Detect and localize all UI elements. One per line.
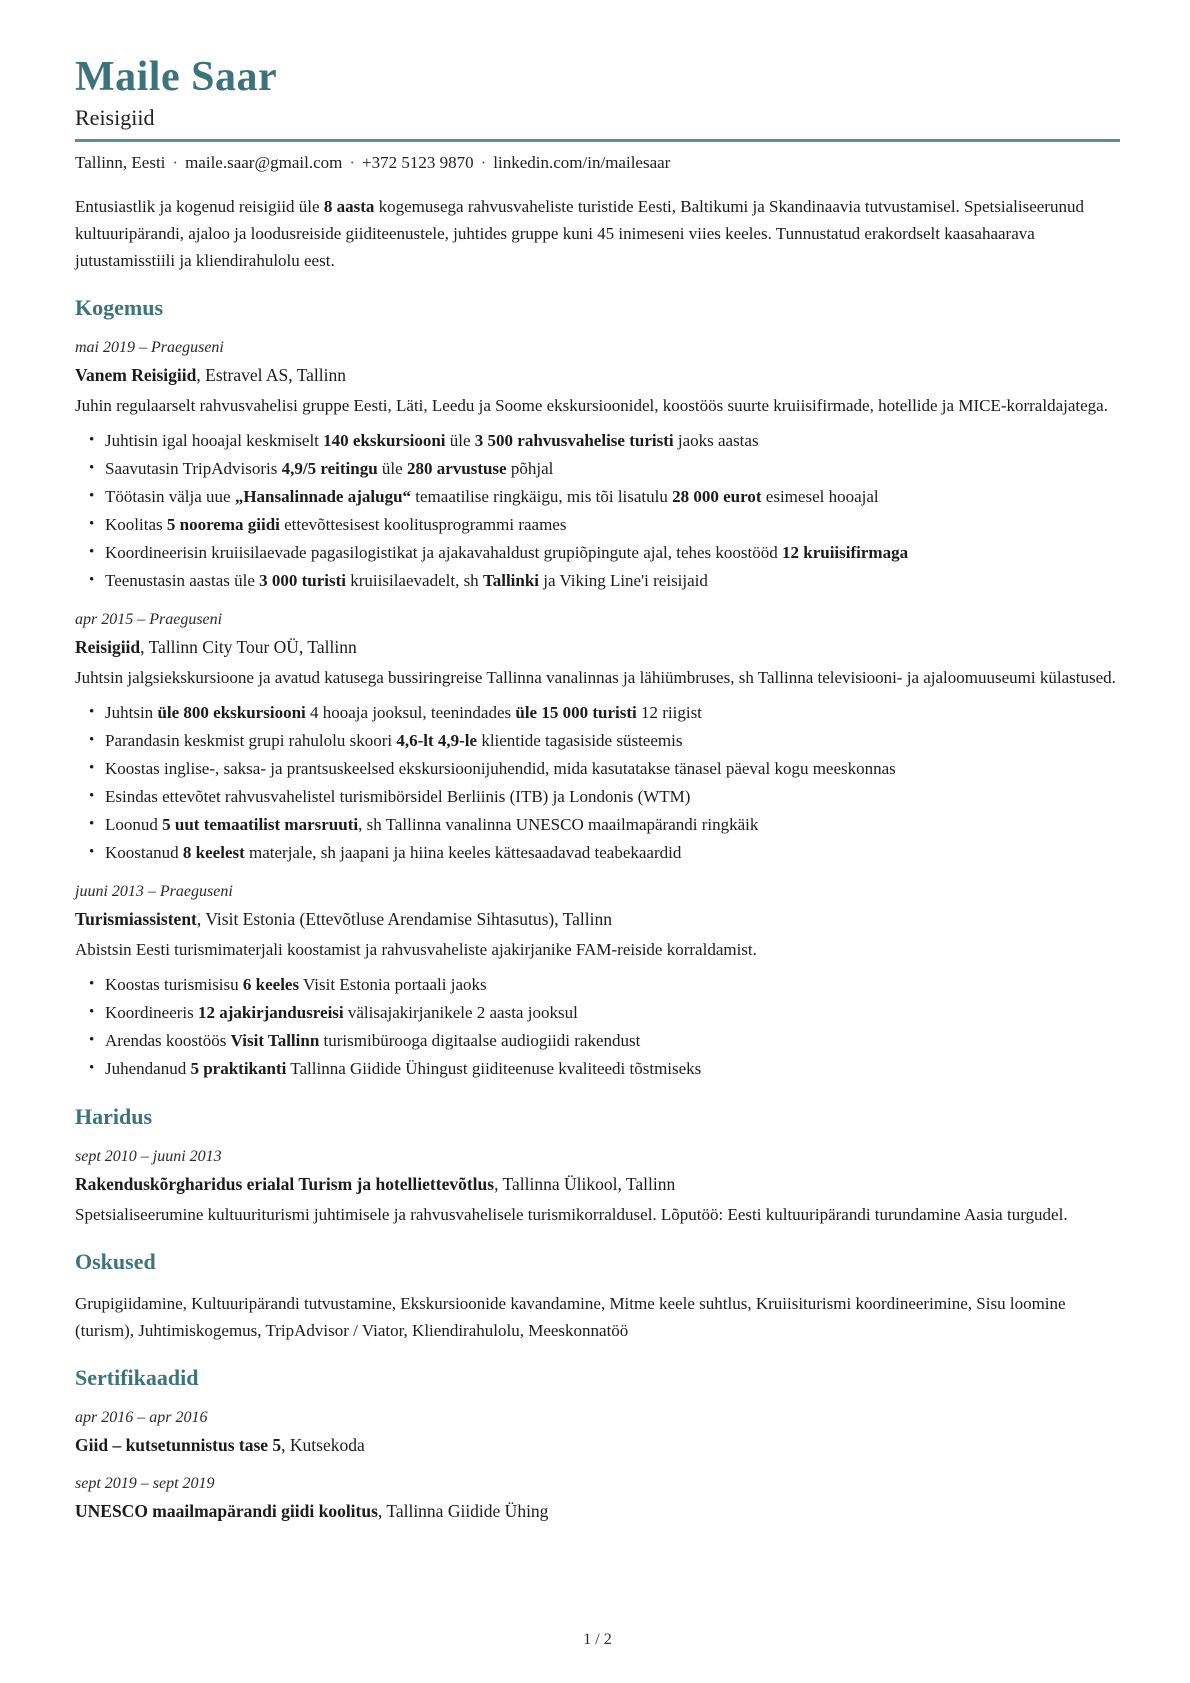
bullet-item: • Esindas ettevõtet rahvusvahelistel turismibörsidel Berliinis (ITB) ja Londonis (WTM) xyxy=(105,783,1120,810)
job-bullet-list xyxy=(75,427,1120,594)
bullet-item: • Koolitas 5 noorema giidi ettevõttesisest koolitusprogrammi raames xyxy=(105,511,1120,538)
summary-paragraph: Entusiastlik ja kogenud reisigiid üle 8 aasta kogemusega rahvusvaheliste turistide Eesti, Baltikumi ja Skandinaavia tutvustamisel. Spetsialiseerunud kultuuripärandi, ajaloo ja loodusreiside giiditeenustele, juhtides gruppe kuni 45 inimeseni viies keeles. Tunnustatud erakordselt kaasahaarava jutustamisstiili ja kliendirahulolu eest. xyxy=(75,197,1084,270)
certificate-title-line: UNESCO maailmapärandi giidi koolitus, Tallinna Giidide Ühing xyxy=(75,1501,549,1521)
bullet-item: • Saavutasin TripAdvisoris 4,9/5 reitingu üle 280 arvustuse põhjal xyxy=(105,455,1120,482)
contact-separator: · xyxy=(172,153,179,172)
section-skills xyxy=(75,1228,1120,1344)
contact-email: maile.saar@gmail.com xyxy=(185,153,343,172)
certificate-dates: apr 2016 – apr 2016 xyxy=(75,1409,208,1426)
contact-linkedin: linkedin.com/in/mailesaar xyxy=(493,153,671,172)
education-dates: sept 2010 – juuni 2013 xyxy=(75,1148,222,1165)
skills-text: Grupigiidamine, Kultuuripärandi tutvustamine, Ekskursioonide kavandamine, Mitme keele suhtlus, Kruiisiturismi koordineerimine, Sisu loomine (turism), Juhtimiskogemus, TripAdvisor / Viator, Kliendirahulolu, Meeskonnatöö xyxy=(75,1294,1066,1340)
job-dates: apr 2015 – Praeguseni xyxy=(75,611,223,628)
contact-phone: +372 5123 9870 xyxy=(362,153,474,172)
education-entry xyxy=(75,1146,1120,1228)
job-dates: mai 2019 – Praeguseni xyxy=(75,339,224,356)
page-indicator: 1 / 2 xyxy=(583,1631,612,1648)
job-description: Juhin regulaarselt rahvusvahelisi gruppe Eesti, Läti, Leedu ja Soome ekskursioonidel, koostöös suurte kruiisifirmade, hotellide ja MICE-korraldajatega. xyxy=(75,396,1108,415)
education-description: Spetsialiseerumine kultuuriturismi juhtimisele ja rahvusvahelisele turismikorraldusel. Lõputöö: Eesti kultuuripärandi turundamine Aasia turgudel. xyxy=(75,1205,1068,1224)
bullet-item: • Arendas koostöös Visit Tallinn turismibürooga digitaalse audiogiidi rakendust xyxy=(105,1027,1120,1054)
bullet-item: • Juhtisin igal hooajal keskmiselt 140 ekskursiooni üle 3 500 rahvusvahelise turisti jaoks aastas xyxy=(105,427,1120,454)
section-heading-certificates: Sertifikaadid xyxy=(75,1365,199,1390)
section-heading-skills: Oskused xyxy=(75,1249,156,1274)
contact-separator: · xyxy=(480,153,487,172)
job-description: Abistsin Eesti turismimaterjali koostamist ja rahvusvaheliste ajakirjanike FAM-reiside korraldamist. xyxy=(75,940,757,959)
bullet-item: • Koordineerisin kruiisilaevade pagasilogistikat ja ajakavahaldust grupiõpingute ajal, tehes koostööd 12 kruiisifirmaga xyxy=(105,539,1120,566)
bullet-item: • Koordineeris 12 ajakirjandusreisi välisajakirjanikele 2 aasta jooksul xyxy=(105,999,1120,1026)
bullet-item: • Parandasin keskmist grupi rahulolu skoori 4,6-lt 4,9-le klientide tagasiside süsteemis xyxy=(105,727,1120,754)
education-title-line: Rakenduskõrgharidus erialal Turism ja hotelliettevõtlus, Tallinna Ülikool, Tallinn xyxy=(75,1174,676,1194)
certificate-title-line: Giid – kutsetunnistus tase 5, Kutsekoda xyxy=(75,1435,365,1455)
section-experience xyxy=(75,274,1120,1083)
section-heading-education: Haridus xyxy=(75,1104,153,1129)
bullet-item: • Töötasin välja uue „Hansalinnade ajalugu“ temaatilise ringkäigu, mis tõi lisatulu 28 000 eurot esimesel hooajal xyxy=(105,483,1120,510)
job-title-line: Reisigiid, Tallinn City Tour OÜ, Tallinn xyxy=(75,637,357,657)
job-bullet-list xyxy=(75,971,1120,1082)
candidate-name: Maile Saar xyxy=(75,54,278,100)
contact-line xyxy=(75,151,1120,175)
bullet-item: • Koostas inglise-, saksa- ja prantsuskeelsed ekskursioonijuhendid, mida kasutatakse tänasel päeval kogu meeskonnas xyxy=(105,755,1120,782)
candidate-job-title: Reisigiid xyxy=(75,105,155,130)
job-entry xyxy=(75,881,1120,1082)
contact-location: Tallinn, Eesti xyxy=(75,153,166,172)
contact-separator: · xyxy=(349,153,356,172)
job-entry xyxy=(75,337,1120,594)
bullet-item: • Koostanud 8 keelest materjale, sh jaapani ja hiina keeles kättesaadavad teabekaardid xyxy=(105,839,1120,866)
bullet-item: • Juhendanud 5 praktikanti Tallinna Giidide Ühingust giiditeenuse kvaliteedi tõstmiseks xyxy=(105,1055,1120,1082)
job-title-line: Turismiassistent, Visit Estonia (Ettevõtluse Arendamise Sihtasutus), Tallinn xyxy=(75,909,612,929)
certificate-entry xyxy=(75,1407,1120,1458)
job-bullet-list xyxy=(75,699,1120,866)
bullet-item: • Koostas turismisisu 6 keeles Visit Estonia portaali jaoks xyxy=(105,971,1120,998)
header-divider xyxy=(75,139,1120,142)
bullet-item: • Juhtsin üle 800 ekskursiooni 4 hooaja jooksul, teenindades üle 15 000 turisti 12 riigist xyxy=(105,699,1120,726)
certificate-dates: sept 2019 – sept 2019 xyxy=(75,1475,215,1492)
job-description: Juhtsin jalgsiekskursioone ja avatud katusega bussiringreise Tallinna vanalinnas ja lähiümbruses, sh Tallinna televisiooni- ja ajaloomuuseumi külastused. xyxy=(75,668,1116,687)
job-dates: juuni 2013 – Praeguseni xyxy=(75,883,233,900)
job-entry xyxy=(75,609,1120,866)
certificate-entry xyxy=(75,1473,1120,1524)
section-education xyxy=(75,1083,1120,1228)
section-heading-experience: Kogemus xyxy=(75,295,163,320)
job-title-line: Vanem Reisigiid, Estravel AS, Tallinn xyxy=(75,365,347,385)
section-certificates xyxy=(75,1344,1120,1524)
bullet-item: • Teenustasin aastas üle 3 000 turisti kruiisilaevadelt, sh Tallinki ja Viking Line'i reisijaid xyxy=(105,567,1120,594)
bullet-item: • Loonud 5 uut temaatilist marsruuti, sh Tallinna vanalinna UNESCO maailmapärandi ringkäik xyxy=(105,811,1120,838)
resume-header xyxy=(75,55,1120,175)
